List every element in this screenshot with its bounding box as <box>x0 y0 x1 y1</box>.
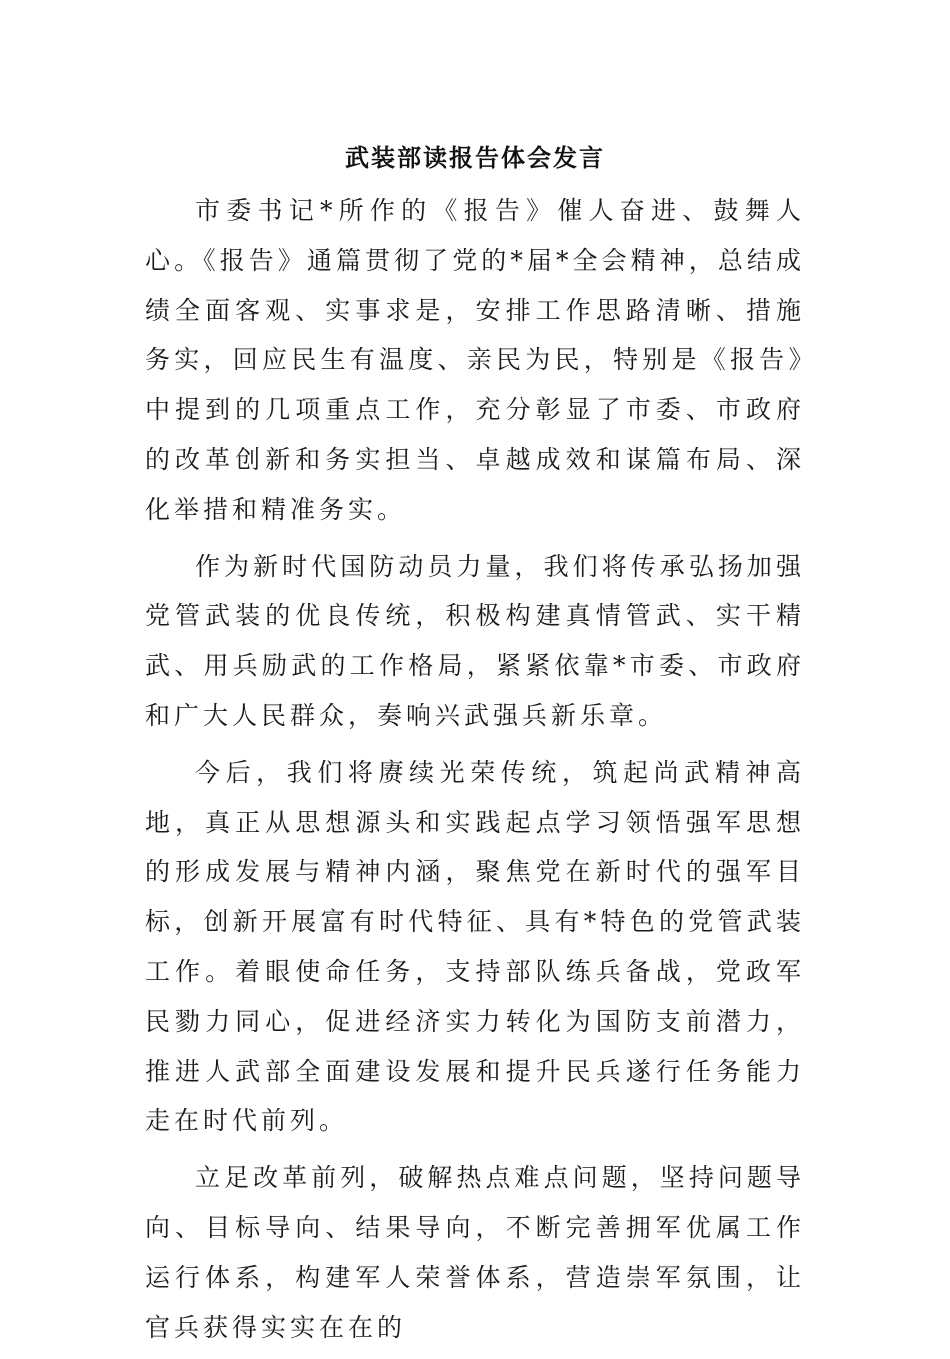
paragraph-4: 立足改革前列，破解热点难点问题，坚持问题导向、目标导向、结果导向，不断完善拥军优属工作运行体系，构建军人荣誉体系，营造崇军氛围，让官兵获得实实在在的 <box>145 1163 805 1342</box>
document-body <box>145 186 805 1359</box>
document-title: 武装部读报告体会发言 <box>345 143 605 172</box>
paragraph-3: 今后，我们将赓续光荣传统，筑起尚武精神高地，真正从思想源头和实践起点学习领悟强军思想的形成发展与精神内涵，聚焦党在新时代的强军目标，创新开展富有时代特征、具有*特色的党管武装工作。着眼使命任务，支持部队练兵备战，党政军民勠力同心，促进经济实力转化为国防支前潜力，推进人武部全面建设发展和提升民兵遂行任务能力走在时代前列。 <box>145 757 805 1136</box>
paragraph-1: 市委书记*所作的《报告》催人奋进、鼓舞人心。《报告》通篇贯彻了党的*届*全会精神，总结成绩全面客观、实事求是，安排工作思路清晰、措施务实，回应民生有温度、亲民为民，特别是《报告》中提到的几项重点工作，充分彰显了市委、市政府的改革创新和务实担当、卓越成效和谋篇布局、深化举措和精准务实。 <box>145 196 805 524</box>
paragraph-2: 作为新时代国防动员力量，我们将传承弘扬加强党管武装的优良传统，积极构建真情管武、实干精武、用兵励武的工作格局，紧紧依靠*市委、市政府和广大人民群众，奏响兴武强兵新乐章。 <box>145 551 805 730</box>
